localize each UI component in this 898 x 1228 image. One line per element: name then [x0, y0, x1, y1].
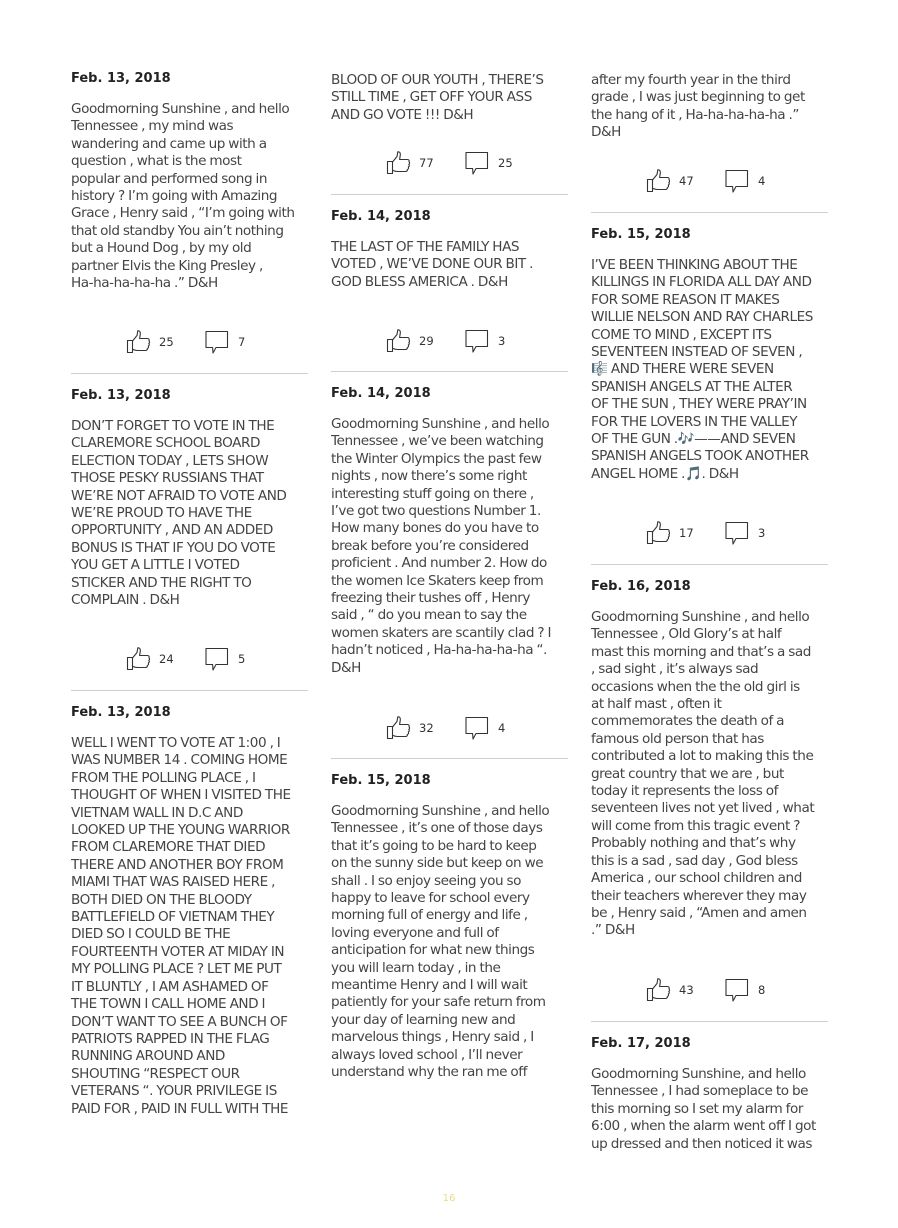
- speech-bubble-icon[interactable]: [724, 977, 750, 1003]
- post-actions: [591, 977, 829, 1003]
- thumbs-up-icon[interactable]: [125, 646, 151, 672]
- post-text: after my fourth year in the third grade , I was just beginning to get the hang of it , Ha-ha-ha-ha-ha .” D&H: [591, 72, 805, 141]
- post-divider: [331, 371, 568, 372]
- music-note-icon: 🎶: [677, 431, 695, 448]
- post-text: WELL I WENT TO VOTE AT 1:00 , I WAS NUMBER 14 . COMING HOME FROM THE POLLING PLACE , I THOUGHT OF WHEN I VISITED THE VIETNAM WALL IN D.C AND LOOKED UP THE YOUNG WARRIOR FROM CLAREMORE THAT DIED THERE AND ANOTHER BOY FROM MIAMI THAT WAS RAISED HERE , BOTH DIED ON THE BLOODY BATTLEFIELD OF VIETNAM THEY DIED SO I COULD BE THE FOURTEENTH VOTER AT MIDAY IN MY POLLING PLACE ? LET ME PUT IT BLUNTLY , I AM ASHAMED OF THE TOWN I CALL HOME AND I DON’T WANT TO SEE A BUNCH OF PATRIOTS RAPPED IN THE FLAG RUNNING AROUND AND SHOUTING “RESPECT OUR VETERANS “. YOUR PRIVILEGE IS PAID FOR , PAID IN FULL WITH THE: [71, 735, 291, 1117]
- post-date: Feb. 14, 2018: [331, 386, 431, 401]
- post-divider: [591, 212, 828, 213]
- thumbs-up-icon[interactable]: [125, 329, 151, 355]
- thumbs-up-icon[interactable]: [645, 977, 671, 1003]
- post-actions: [71, 646, 309, 672]
- like-count: 25: [159, 335, 174, 349]
- post-actions: [331, 328, 569, 354]
- post-divider: [71, 690, 308, 691]
- post-divider: [331, 194, 568, 195]
- post-date: Feb. 15, 2018: [591, 227, 691, 242]
- post-actions: [331, 715, 569, 741]
- like-count: 17: [679, 526, 694, 540]
- post-date: Feb. 13, 2018: [71, 388, 171, 403]
- thumbs-up-icon[interactable]: [385, 328, 411, 354]
- comment-count: 4: [758, 174, 766, 188]
- music-note-icon: 🎵: [684, 465, 702, 482]
- post-text: I’VE BEEN THINKING ABOUT THE KILLINGS IN FLORIDA ALL DAY AND FOR SOME REASON IT MAKES WILLIE NELSON AND RAY CHARLES COME TO MIND , EXCEPT ITS SEVENTEEN INSTEAD OF SEVEN , 🎼 AND THERE WERE SEVEN SPANISH ANGELS AT THE ALTER OF THE SUN , THEY WERE PRAY’IN FOR THE LOVERS IN THE VALLEY OF THE GUN .🎶——AND SEVEN SPANISH ANGELS TOOK ANOTHER ANGEL HOME .🎵. D&H: [591, 257, 813, 482]
- comment-count: 3: [758, 526, 766, 540]
- post-text: BLOOD OF OUR YOUTH , THERE’S STILL TIME , GET OFF YOUR ASS AND GO VOTE !!! D&H: [331, 72, 544, 123]
- comment-count: 7: [238, 335, 246, 349]
- post-date: Feb. 14, 2018: [331, 209, 431, 224]
- post-date: Feb. 13, 2018: [71, 71, 171, 86]
- post-text: Goodmorning Sunshine , and hello Tennessee , my mind was wandering and came up with a question , what is the most popular and performed song in history ? I’m going with Amazing Grace , Henry said , “I’m going with that old standby You ain’t nothing but a Hound Dog , by my old partner Elvis the King Presley , Ha-ha-ha-ha-ha .” D&H: [71, 101, 295, 292]
- thumbs-up-icon[interactable]: [385, 715, 411, 741]
- post-divider: [591, 564, 828, 565]
- comment-count: 5: [238, 652, 246, 666]
- thumbs-up-icon[interactable]: [645, 168, 671, 194]
- thumbs-up-icon[interactable]: [385, 150, 411, 176]
- like-count: 32: [419, 721, 434, 735]
- speech-bubble-icon[interactable]: [464, 715, 490, 741]
- post-text: THE LAST OF THE FAMILY HAS VOTED , WE’VE DONE OUR BIT . GOD BLESS AMERICA . D&H: [331, 239, 533, 290]
- speech-bubble-icon[interactable]: [204, 646, 230, 672]
- post-text: Goodmorning Sunshine , and hello Tennessee , it’s one of those days that it’s going to be hard to keep on the sunny side but keep on we shall . I so enjoy seeing you so happy to leave for school every morning full of energy and life , loving everyone and full of anticipation for what new things you will learn today , in the meantime Henry and I will wait patiently for your safe return from your day of learning new and marvelous things , Henry said , I always loved school , I’ll never understand why the ran me off: [331, 803, 550, 1081]
- post-actions: [591, 168, 829, 194]
- like-count: 29: [419, 334, 434, 348]
- speech-bubble-icon[interactable]: [464, 150, 490, 176]
- post-date: Feb. 15, 2018: [331, 773, 431, 788]
- post-divider: [591, 1021, 828, 1022]
- page-number: 16: [442, 1193, 456, 1204]
- comment-count: 4: [498, 721, 506, 735]
- post-text: Goodmorning Sunshine , and hello Tennessee , we’ve been watching the Winter Olympics the past few nights , now there’s some right interesting stuff going on there , I’ve got two questions Number 1. How many bones do you have to break before you’re considered proficient . And number 2. How do the women Ice Skaters keep from freezing their tushes off , Henry said , “ do you mean to say the women skaters are scantily clad ? I hadn’t noticed , Ha-ha-ha-ha-ha “. D&H: [331, 416, 552, 676]
- post-date: Feb. 16, 2018: [591, 579, 691, 594]
- post-actions: [591, 520, 829, 546]
- like-count: 24: [159, 652, 174, 666]
- post-text: Goodmorning Sunshine , and hello Tennessee , Old Glory’s at half mast this morning and that’s a sad , sad sight , it’s always sad occasions when the the old girl is at half mast , often it commemorates the death of a famous old person that has contributed a lot to making this the great country that we are , but today it represents the loss of seventeen lives not yet lived , what will come from this tragic event ? Probably nothing and that’s why this is a sad , sad day , God bless America , our school children and their teachers wherever they may be , Henry said , “Amen and amen .” D&H: [591, 609, 815, 939]
- comment-count: 3: [498, 334, 506, 348]
- like-count: 47: [679, 174, 694, 188]
- speech-bubble-icon[interactable]: [724, 168, 750, 194]
- post-date: Feb. 13, 2018: [71, 705, 171, 720]
- post-text: Goodmorning Sunshine, and hello Tennessee , I had someplace to be this morning so I set my alarm for 6:00 , when the alarm went off I got up dressed and then noticed it was: [591, 1066, 816, 1152]
- post-divider: [71, 373, 308, 374]
- post-actions: [331, 150, 569, 176]
- like-count: 77: [419, 156, 434, 170]
- comment-count: 25: [498, 156, 513, 170]
- post-divider: [331, 758, 568, 759]
- speech-bubble-icon[interactable]: [204, 329, 230, 355]
- speech-bubble-icon[interactable]: [724, 520, 750, 546]
- post-date: Feb. 17, 2018: [591, 1036, 691, 1051]
- like-count: 43: [679, 983, 694, 997]
- speech-bubble-icon[interactable]: [464, 328, 490, 354]
- comment-count: 8: [758, 983, 766, 997]
- thumbs-up-icon[interactable]: [645, 520, 671, 546]
- post-text: DON’T FORGET TO VOTE IN THE CLAREMORE SCHOOL BOARD ELECTION TODAY , LETS SHOW THOSE PESKY RUSSIANS THAT WE’RE NOT AFRAID TO VOTE AND WE’RE PROUD TO HAVE THE OPPORTUNITY , AND AN ADDED BONUS IS THAT IF YOU DO VOTE YOU GET A LITTLE I VOTED STICKER AND THE RIGHT TO COMPLAIN . D&H: [71, 418, 287, 609]
- post-actions: [71, 329, 309, 355]
